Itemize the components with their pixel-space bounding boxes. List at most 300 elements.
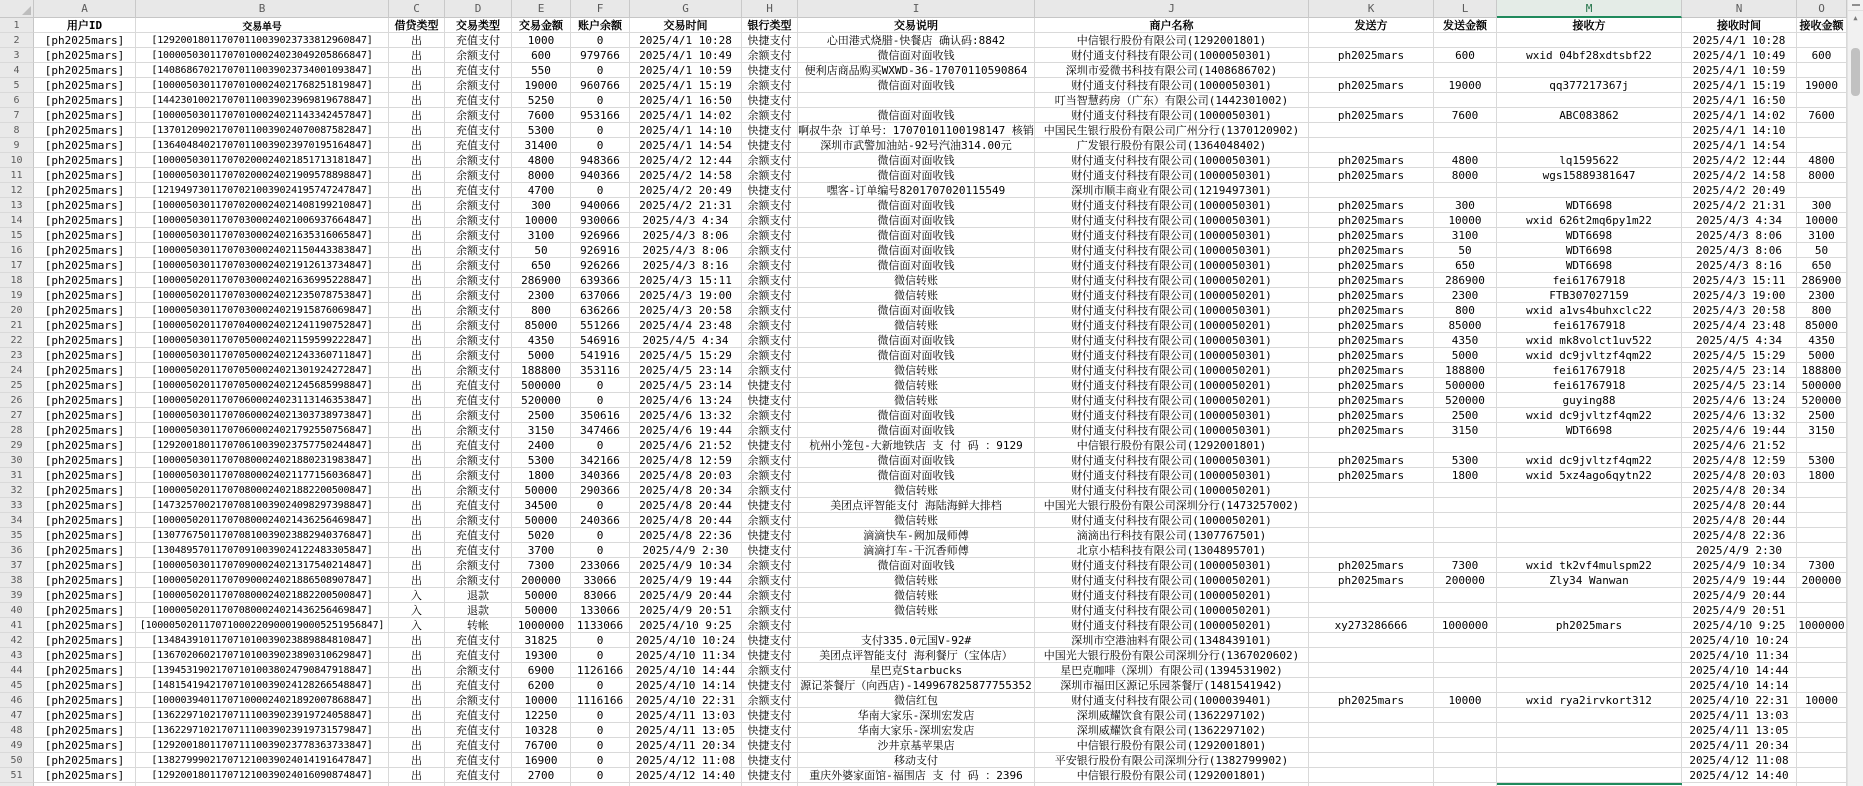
- cell-f6[interactable]: 0: [571, 93, 630, 108]
- cell-o28[interactable]: 3150: [1797, 423, 1847, 438]
- row-number[interactable]: 23: [0, 348, 34, 363]
- cell-i33[interactable]: 美团点评智能支付 海陆海鲜大排档: [798, 498, 1035, 513]
- cell-n22[interactable]: 2025/4/5 4:34: [1682, 333, 1797, 348]
- cell-k44[interactable]: [1309, 663, 1434, 678]
- row-number[interactable]: 5: [0, 78, 34, 93]
- cell-b40[interactable]: [100005020117070800024021436256469847]: [136, 603, 389, 618]
- cell-o12[interactable]: [1797, 183, 1847, 198]
- cell-m34[interactable]: [1497, 513, 1682, 528]
- cell-d24[interactable]: 余额支付: [445, 363, 512, 378]
- cell-f48[interactable]: 0: [571, 723, 630, 738]
- cell-o3[interactable]: 600: [1797, 48, 1847, 63]
- cell-i42[interactable]: 支付335.0元国V-92#: [798, 633, 1035, 648]
- cell-f33[interactable]: 0: [571, 498, 630, 513]
- cell-f37[interactable]: 233066: [571, 558, 630, 573]
- cell-d47[interactable]: 充值支付: [445, 708, 512, 723]
- cell-n46[interactable]: 2025/4/10 22:31: [1682, 693, 1797, 708]
- cell-m30[interactable]: wxid dc9jvltzf4qm22: [1497, 453, 1682, 468]
- cell-d41[interactable]: 转帐: [445, 618, 512, 633]
- cell-b38[interactable]: [100005020117070900024021886508907847]: [136, 573, 389, 588]
- cell-k39[interactable]: [1309, 588, 1434, 603]
- row-number[interactable]: 13: [0, 198, 34, 213]
- cell-i18[interactable]: 微信转账: [798, 273, 1035, 288]
- cell-n7[interactable]: 2025/4/1 14:02: [1682, 108, 1797, 123]
- cell-m47[interactable]: [1497, 708, 1682, 723]
- cell-n45[interactable]: 2025/4/10 14:14: [1682, 678, 1797, 693]
- row-number[interactable]: 7: [0, 108, 34, 123]
- cell-n1[interactable]: 接收时间: [1682, 18, 1797, 33]
- cell-c4[interactable]: 出: [389, 63, 445, 78]
- cell-l10[interactable]: 4800: [1434, 153, 1497, 168]
- cell-f36[interactable]: 0: [571, 543, 630, 558]
- cell-a17[interactable]: [ph2025mars]: [34, 258, 136, 273]
- cell-k47[interactable]: [1309, 708, 1434, 723]
- cell-l20[interactable]: 800: [1434, 303, 1497, 318]
- cell-e45[interactable]: 6200: [512, 678, 571, 693]
- cell-l11[interactable]: 8000: [1434, 168, 1497, 183]
- row-number[interactable]: 15: [0, 228, 34, 243]
- cell-k11[interactable]: ph2025mars: [1309, 168, 1434, 183]
- cell-j32[interactable]: 财付通支付科技有限公司(1000050201): [1035, 483, 1309, 498]
- cell-c39[interactable]: 入: [389, 588, 445, 603]
- cell-i37[interactable]: 微信面对面收钱: [798, 558, 1035, 573]
- cell-b30[interactable]: [100005030117070800024021880231983847]: [136, 453, 389, 468]
- cell-j40[interactable]: 财付通支付科技有限公司(1000050201): [1035, 603, 1309, 618]
- cell-c29[interactable]: 出: [389, 438, 445, 453]
- cell-k13[interactable]: ph2025mars: [1309, 198, 1434, 213]
- cell-d31[interactable]: 余额支付: [445, 468, 512, 483]
- cell-o39[interactable]: [1797, 588, 1847, 603]
- cell-n48[interactable]: 2025/4/11 13:05: [1682, 723, 1797, 738]
- cell-j8[interactable]: 中国民生银行股份有限公司广州分行(1370120902): [1035, 123, 1309, 138]
- cell-d27[interactable]: 余额支付: [445, 408, 512, 423]
- cell-h9[interactable]: 快捷支付: [742, 138, 798, 153]
- cell-d16[interactable]: 余额支付: [445, 243, 512, 258]
- cell-o24[interactable]: 188800: [1797, 363, 1847, 378]
- cell-o14[interactable]: 10000: [1797, 213, 1847, 228]
- column-header-g[interactable]: G: [630, 0, 742, 18]
- cell-e23[interactable]: 5000: [512, 348, 571, 363]
- row-number[interactable]: 43: [0, 648, 34, 663]
- row-number[interactable]: 9: [0, 138, 34, 153]
- cell-i47[interactable]: 华南大家乐-深圳宏发店: [798, 708, 1035, 723]
- cell-h40[interactable]: 余额支付: [742, 603, 798, 618]
- cell-l16[interactable]: 50: [1434, 243, 1497, 258]
- cell-l41[interactable]: 1000000: [1434, 618, 1497, 633]
- row-number[interactable]: 31: [0, 468, 34, 483]
- cell-m10[interactable]: lq1595622: [1497, 153, 1682, 168]
- cell-o20[interactable]: 800: [1797, 303, 1847, 318]
- cell-n47[interactable]: 2025/4/11 13:03: [1682, 708, 1797, 723]
- cell-d36[interactable]: 充值支付: [445, 543, 512, 558]
- cell-f17[interactable]: 926266: [571, 258, 630, 273]
- cell-n26[interactable]: 2025/4/6 13:24: [1682, 393, 1797, 408]
- cell-f10[interactable]: 948366: [571, 153, 630, 168]
- cell-e15[interactable]: 3100: [512, 228, 571, 243]
- cell-f13[interactable]: 940066: [571, 198, 630, 213]
- cell-b10[interactable]: [100005030117070200024021851713181847]: [136, 153, 389, 168]
- cell-i51[interactable]: 重庆外婆家面馆-福围店 支 付 码 ：2396: [798, 768, 1035, 783]
- cell-i12[interactable]: 嘿客-订单编号8201707020115549: [798, 183, 1035, 198]
- row-number[interactable]: 12: [0, 183, 34, 198]
- cell-a4[interactable]: [ph2025mars]: [34, 63, 136, 78]
- cell-j50[interactable]: 平安银行股份有限公司深圳分行(1382799902): [1035, 753, 1309, 768]
- cell-c20[interactable]: 出: [389, 303, 445, 318]
- cell-e36[interactable]: 3700: [512, 543, 571, 558]
- cell-g37[interactable]: 2025/4/9 10:34: [630, 558, 742, 573]
- cell-f40[interactable]: 133066: [571, 603, 630, 618]
- cell-g51[interactable]: 2025/4/12 14:40: [630, 768, 742, 783]
- cell-e51[interactable]: 2700: [512, 768, 571, 783]
- cell-m26[interactable]: guying88: [1497, 393, 1682, 408]
- cell-d22[interactable]: 余额支付: [445, 333, 512, 348]
- cell-h36[interactable]: 快捷支付: [742, 543, 798, 558]
- cell-k27[interactable]: ph2025mars: [1309, 408, 1434, 423]
- cell-m2[interactable]: [1497, 33, 1682, 48]
- cell-l31[interactable]: 1800: [1434, 468, 1497, 483]
- cell-d38[interactable]: 余额支付: [445, 573, 512, 588]
- cell-b28[interactable]: [100005030117070600024021792550756847]: [136, 423, 389, 438]
- cell-d8[interactable]: 充值支付: [445, 123, 512, 138]
- cell-b46[interactable]: [100003940117071000024021892007868847]: [136, 693, 389, 708]
- cell-m15[interactable]: WDT6698: [1497, 228, 1682, 243]
- column-header-d[interactable]: D: [445, 0, 512, 18]
- cell-i23[interactable]: 微信面对面收钱: [798, 348, 1035, 363]
- cell-d30[interactable]: 余额支付: [445, 453, 512, 468]
- cell-e32[interactable]: 50000: [512, 483, 571, 498]
- cell-e16[interactable]: 50: [512, 243, 571, 258]
- cell-f31[interactable]: 340366: [571, 468, 630, 483]
- cell-c32[interactable]: 出: [389, 483, 445, 498]
- cell-m8[interactable]: [1497, 123, 1682, 138]
- cell-a19[interactable]: [ph2025mars]: [34, 288, 136, 303]
- cell-h17[interactable]: 余额支付: [742, 258, 798, 273]
- row-number[interactable]: 45: [0, 678, 34, 693]
- cell-c49[interactable]: 出: [389, 738, 445, 753]
- cell-c36[interactable]: 出: [389, 543, 445, 558]
- cell-c47[interactable]: 出: [389, 708, 445, 723]
- cell-k33[interactable]: [1309, 498, 1434, 513]
- cell-b36[interactable]: [130489570117070910039024122483305847]: [136, 543, 389, 558]
- cell-d40[interactable]: 退款: [445, 603, 512, 618]
- cell-l39[interactable]: [1434, 588, 1497, 603]
- cell-b19[interactable]: [100005020117070300024021235078753847]: [136, 288, 389, 303]
- cell-f44[interactable]: 1126166: [571, 663, 630, 678]
- row-number[interactable]: 35: [0, 528, 34, 543]
- row-number[interactable]: 41: [0, 618, 34, 633]
- cell-j33[interactable]: 中国光大银行股份有限公司深圳分行(1473257002): [1035, 498, 1309, 513]
- cell-h10[interactable]: 余额支付: [742, 153, 798, 168]
- cell-m9[interactable]: [1497, 138, 1682, 153]
- cell-c17[interactable]: 出: [389, 258, 445, 273]
- cell-m35[interactable]: [1497, 528, 1682, 543]
- cell-d32[interactable]: 余额支付: [445, 483, 512, 498]
- cell-g8[interactable]: 2025/4/1 14:10: [630, 123, 742, 138]
- cell-l43[interactable]: [1434, 648, 1497, 663]
- column-header-f[interactable]: F: [571, 0, 630, 18]
- row-number[interactable]: 40: [0, 603, 34, 618]
- cell-d37[interactable]: 余额支付: [445, 558, 512, 573]
- cell-b35[interactable]: [130776750117070810039023882940376847]: [136, 528, 389, 543]
- row-number[interactable]: 51: [0, 768, 34, 783]
- cell-h43[interactable]: 快捷支付: [742, 648, 798, 663]
- cell-f26[interactable]: 0: [571, 393, 630, 408]
- cell-k41[interactable]: xy273286666: [1309, 618, 1434, 633]
- cell-e10[interactable]: 4800: [512, 153, 571, 168]
- cell-f27[interactable]: 350616: [571, 408, 630, 423]
- cell-i32[interactable]: 微信转账: [798, 483, 1035, 498]
- scrollbar-up-button[interactable]: [1848, 11, 1863, 25]
- cell-m29[interactable]: [1497, 438, 1682, 453]
- cell-h22[interactable]: 余额支付: [742, 333, 798, 348]
- cell-k32[interactable]: [1309, 483, 1434, 498]
- cell-a18[interactable]: [ph2025mars]: [34, 273, 136, 288]
- cell-n39[interactable]: 2025/4/9 20:44: [1682, 588, 1797, 603]
- cell-h4[interactable]: 快捷支付: [742, 63, 798, 78]
- row-number[interactable]: 46: [0, 693, 34, 708]
- cell-c38[interactable]: 出: [389, 573, 445, 588]
- cell-c44[interactable]: 出: [389, 663, 445, 678]
- cell-g13[interactable]: 2025/4/2 21:31: [630, 198, 742, 213]
- cell-f9[interactable]: 0: [571, 138, 630, 153]
- cell-e46[interactable]: 10000: [512, 693, 571, 708]
- cell-o10[interactable]: 4800: [1797, 153, 1847, 168]
- cell-m16[interactable]: WDT6698: [1497, 243, 1682, 258]
- cell-a8[interactable]: [ph2025mars]: [34, 123, 136, 138]
- cell-l13[interactable]: 300: [1434, 198, 1497, 213]
- cell-l37[interactable]: 7300: [1434, 558, 1497, 573]
- cell-e11[interactable]: 8000: [512, 168, 571, 183]
- cell-j24[interactable]: 财付通支付科技有限公司(1000050201): [1035, 363, 1309, 378]
- cell-c48[interactable]: 出: [389, 723, 445, 738]
- cell-b18[interactable]: [100005020117070300024021636995228847]: [136, 273, 389, 288]
- cell-o8[interactable]: [1797, 123, 1847, 138]
- column-header-m[interactable]: M: [1497, 0, 1682, 18]
- cell-b49[interactable]: [129200180117071110039023778363733847]: [136, 738, 389, 753]
- cell-a37[interactable]: [ph2025mars]: [34, 558, 136, 573]
- cell-o41[interactable]: 1000000: [1797, 618, 1847, 633]
- cell-i24[interactable]: 微信转账: [798, 363, 1035, 378]
- cell-j36[interactable]: 北京小桔科技有限公司(1304895701): [1035, 543, 1309, 558]
- cell-h39[interactable]: 余额支付: [742, 588, 798, 603]
- cell-d14[interactable]: 余额支付: [445, 213, 512, 228]
- cell-h35[interactable]: 快捷支付: [742, 528, 798, 543]
- cell-n6[interactable]: 2025/4/1 16:50: [1682, 93, 1797, 108]
- cell-m27[interactable]: wxid dc9jvltzf4qm22: [1497, 408, 1682, 423]
- row-number[interactable]: 36: [0, 543, 34, 558]
- cell-h15[interactable]: 余额支付: [742, 228, 798, 243]
- cell-j38[interactable]: 财付通支付科技有限公司(1000050201): [1035, 573, 1309, 588]
- cell-g20[interactable]: 2025/4/3 20:58: [630, 303, 742, 318]
- cell-j14[interactable]: 财付通支付科技有限公司(1000050301): [1035, 213, 1309, 228]
- cell-i38[interactable]: 微信转账: [798, 573, 1035, 588]
- cell-g5[interactable]: 2025/4/1 15:19: [630, 78, 742, 93]
- cell-g18[interactable]: 2025/4/3 15:11: [630, 273, 742, 288]
- cell-i20[interactable]: 微信面对面收钱: [798, 303, 1035, 318]
- cell-a29[interactable]: [ph2025mars]: [34, 438, 136, 453]
- cell-k31[interactable]: ph2025mars: [1309, 468, 1434, 483]
- cell-g33[interactable]: 2025/4/8 20:44: [630, 498, 742, 513]
- cell-j29[interactable]: 中信银行股份有限公司(1292001801): [1035, 438, 1309, 453]
- cell-a43[interactable]: [ph2025mars]: [34, 648, 136, 663]
- cell-h33[interactable]: 快捷支付: [742, 498, 798, 513]
- cell-n15[interactable]: 2025/4/3 8:06: [1682, 228, 1797, 243]
- cell-g4[interactable]: 2025/4/1 10:59: [630, 63, 742, 78]
- row-number[interactable]: 18: [0, 273, 34, 288]
- cell-o29[interactable]: [1797, 438, 1847, 453]
- cell-a31[interactable]: [ph2025mars]: [34, 468, 136, 483]
- cell-c33[interactable]: 出: [389, 498, 445, 513]
- cell-h19[interactable]: 余额支付: [742, 288, 798, 303]
- row-number[interactable]: 11: [0, 168, 34, 183]
- cell-e40[interactable]: 50000: [512, 603, 571, 618]
- cell-a21[interactable]: [ph2025mars]: [34, 318, 136, 333]
- cell-o15[interactable]: 3100: [1797, 228, 1847, 243]
- cell-e47[interactable]: 12250: [512, 708, 571, 723]
- cell-j23[interactable]: 财付通支付科技有限公司(1000050301): [1035, 348, 1309, 363]
- cell-h21[interactable]: 余额支付: [742, 318, 798, 333]
- row-number[interactable]: 8: [0, 123, 34, 138]
- cell-j51[interactable]: 中信银行股份有限公司(1292001801): [1035, 768, 1309, 783]
- cell-a51[interactable]: [ph2025mars]: [34, 768, 136, 783]
- cell-h1[interactable]: 银行类型: [742, 18, 798, 33]
- cell-c22[interactable]: 出: [389, 333, 445, 348]
- cell-a47[interactable]: [ph2025mars]: [34, 708, 136, 723]
- cell-g50[interactable]: 2025/4/12 11:08: [630, 753, 742, 768]
- cell-a48[interactable]: [ph2025mars]: [34, 723, 136, 738]
- cell-j26[interactable]: 财付通支付科技有限公司(1000050201): [1035, 393, 1309, 408]
- cell-o30[interactable]: 5300: [1797, 453, 1847, 468]
- cell-j20[interactable]: 财付通支付科技有限公司(1000050301): [1035, 303, 1309, 318]
- cell-i30[interactable]: 微信面对面收钱: [798, 453, 1035, 468]
- cell-j28[interactable]: 财付通支付科技有限公司(1000050301): [1035, 423, 1309, 438]
- cell-k46[interactable]: ph2025mars: [1309, 693, 1434, 708]
- cell-d43[interactable]: 充值支付: [445, 648, 512, 663]
- cell-l25[interactable]: 500000: [1434, 378, 1497, 393]
- cell-g14[interactable]: 2025/4/3 4:34: [630, 213, 742, 228]
- cell-c25[interactable]: 出: [389, 378, 445, 393]
- cell-c1[interactable]: 借贷类型: [389, 18, 445, 33]
- cell-g2[interactable]: 2025/4/1 10:28: [630, 33, 742, 48]
- cell-o16[interactable]: 50: [1797, 243, 1847, 258]
- cell-l1[interactable]: 发送金额: [1434, 18, 1497, 33]
- cell-b31[interactable]: [100005030117070800024021177156036847]: [136, 468, 389, 483]
- cell-k6[interactable]: [1309, 93, 1434, 108]
- cell-e37[interactable]: 7300: [512, 558, 571, 573]
- cell-a49[interactable]: [ph2025mars]: [34, 738, 136, 753]
- cell-g29[interactable]: 2025/4/6 21:52: [630, 438, 742, 453]
- cell-l2[interactable]: [1434, 33, 1497, 48]
- cell-b43[interactable]: [136702060217071010039023890310629847]: [136, 648, 389, 663]
- cell-j47[interactable]: 深圳威耀饮食有限公司(1362297102): [1035, 708, 1309, 723]
- cell-l17[interactable]: 650: [1434, 258, 1497, 273]
- cell-h34[interactable]: 余额支付: [742, 513, 798, 528]
- cell-j16[interactable]: 财付通支付科技有限公司(1000050301): [1035, 243, 1309, 258]
- cell-o7[interactable]: 7600: [1797, 108, 1847, 123]
- row-number[interactable]: 21: [0, 318, 34, 333]
- cell-a27[interactable]: [ph2025mars]: [34, 408, 136, 423]
- cell-o23[interactable]: 5000: [1797, 348, 1847, 363]
- cell-d50[interactable]: 充值支付: [445, 753, 512, 768]
- cell-m49[interactable]: [1497, 738, 1682, 753]
- cell-d39[interactable]: 退款: [445, 588, 512, 603]
- cell-e22[interactable]: 4350: [512, 333, 571, 348]
- cell-d35[interactable]: 充值支付: [445, 528, 512, 543]
- cell-m48[interactable]: [1497, 723, 1682, 738]
- cell-e25[interactable]: 500000: [512, 378, 571, 393]
- cell-n25[interactable]: 2025/4/5 23:14: [1682, 378, 1797, 393]
- cell-a32[interactable]: [ph2025mars]: [34, 483, 136, 498]
- cell-a20[interactable]: [ph2025mars]: [34, 303, 136, 318]
- cell-e38[interactable]: 200000: [512, 573, 571, 588]
- cell-e24[interactable]: 188800: [512, 363, 571, 378]
- cell-f18[interactable]: 639366: [571, 273, 630, 288]
- cell-h27[interactable]: 余额支付: [742, 408, 798, 423]
- cell-j4[interactable]: 深圳市爱微书科技有限公司(1408686702): [1035, 63, 1309, 78]
- cell-d3[interactable]: 余额支付: [445, 48, 512, 63]
- cell-g27[interactable]: 2025/4/6 13:32: [630, 408, 742, 423]
- cell-m5[interactable]: qq377217367j: [1497, 78, 1682, 93]
- cell-o18[interactable]: 286900: [1797, 273, 1847, 288]
- cell-j3[interactable]: 财付通支付科技有限公司(1000050301): [1035, 48, 1309, 63]
- cell-h3[interactable]: 余额支付: [742, 48, 798, 63]
- cell-f12[interactable]: 0: [571, 183, 630, 198]
- cell-o43[interactable]: [1797, 648, 1847, 663]
- cell-l49[interactable]: [1434, 738, 1497, 753]
- cell-d23[interactable]: 余额支付: [445, 348, 512, 363]
- cell-o45[interactable]: [1797, 678, 1847, 693]
- cell-k42[interactable]: [1309, 633, 1434, 648]
- cell-k3[interactable]: ph2025mars: [1309, 48, 1434, 63]
- cell-j9[interactable]: 广发银行股份有限公司(1364048402): [1035, 138, 1309, 153]
- cell-i5[interactable]: 微信面对面收钱: [798, 78, 1035, 93]
- cell-o5[interactable]: 19000: [1797, 78, 1847, 93]
- cell-k14[interactable]: ph2025mars: [1309, 213, 1434, 228]
- cell-i7[interactable]: 微信面对面收钱: [798, 108, 1035, 123]
- cell-j5[interactable]: 财付通支付科技有限公司(1000050301): [1035, 78, 1309, 93]
- row-number[interactable]: 25: [0, 378, 34, 393]
- cell-h24[interactable]: 余额支付: [742, 363, 798, 378]
- cell-j42[interactable]: 深圳市空港油料有限公司(1348439101): [1035, 633, 1309, 648]
- row-number[interactable]: 38: [0, 573, 34, 588]
- cell-b6[interactable]: [144230100217070110039023969819678847]: [136, 93, 389, 108]
- row-number[interactable]: 27: [0, 408, 34, 423]
- cell-b15[interactable]: [100005030117070300024021635316065847]: [136, 228, 389, 243]
- cell-b9[interactable]: [136404840217070110039023970195164847]: [136, 138, 389, 153]
- cell-o40[interactable]: [1797, 603, 1847, 618]
- cell-l47[interactable]: [1434, 708, 1497, 723]
- cell-f24[interactable]: 353116: [571, 363, 630, 378]
- cell-o2[interactable]: [1797, 33, 1847, 48]
- cell-d21[interactable]: 余额支付: [445, 318, 512, 333]
- cell-m33[interactable]: [1497, 498, 1682, 513]
- cell-l15[interactable]: 3100: [1434, 228, 1497, 243]
- cell-o31[interactable]: 1800: [1797, 468, 1847, 483]
- row-number[interactable]: 26: [0, 393, 34, 408]
- cell-k26[interactable]: ph2025mars: [1309, 393, 1434, 408]
- column-header-c[interactable]: C: [389, 0, 445, 18]
- cell-k45[interactable]: [1309, 678, 1434, 693]
- select-all-corner[interactable]: [0, 0, 34, 18]
- cell-l4[interactable]: [1434, 63, 1497, 78]
- cell-g9[interactable]: 2025/4/1 14:54: [630, 138, 742, 153]
- cell-g36[interactable]: 2025/4/9 2:30: [630, 543, 742, 558]
- cell-g46[interactable]: 2025/4/10 22:31: [630, 693, 742, 708]
- cell-b8[interactable]: [137012090217070110039024070087582847]: [136, 123, 389, 138]
- cell-c3[interactable]: 出: [389, 48, 445, 63]
- cell-f51[interactable]: 0: [571, 768, 630, 783]
- cell-b48[interactable]: [136229710217071110039023919731579847]: [136, 723, 389, 738]
